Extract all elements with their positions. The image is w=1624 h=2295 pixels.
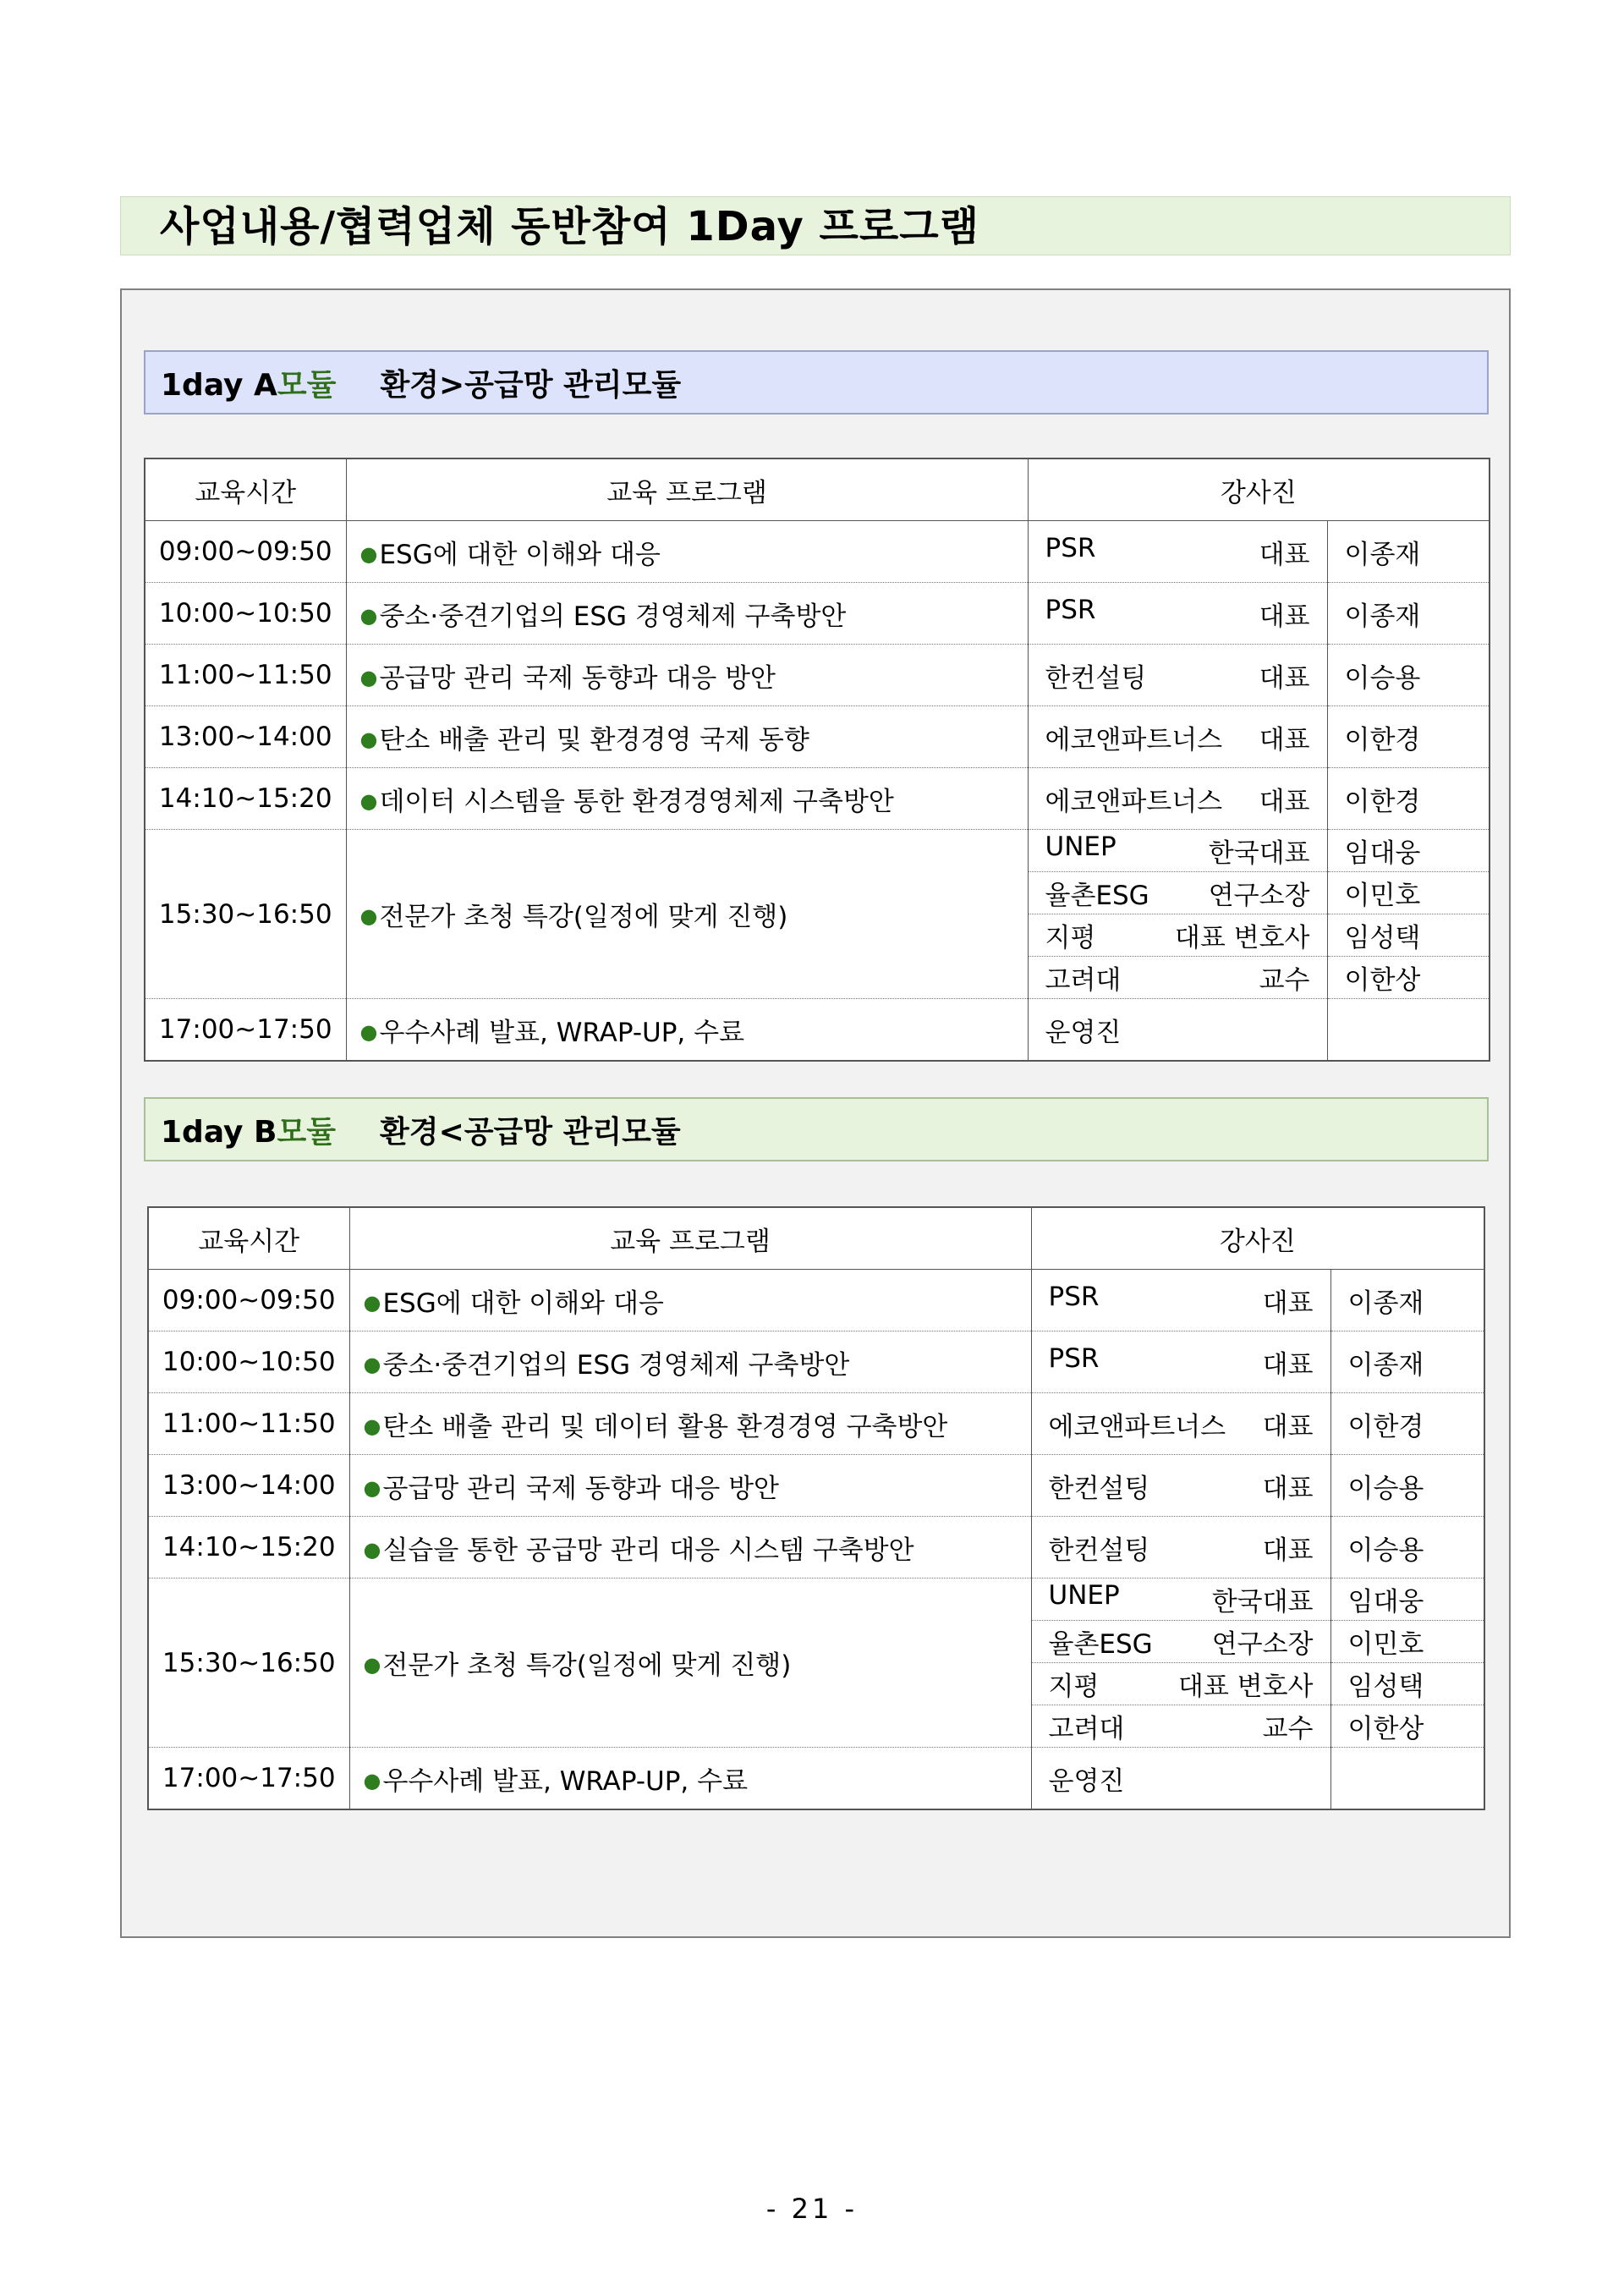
org-role: 대표 변호사 xyxy=(1177,1672,1314,1702)
program-text: 중소·중견기업의 ESG 경영체제 구축방안 xyxy=(379,601,847,632)
table-row xyxy=(148,1393,1484,1455)
org-line xyxy=(1045,595,1327,633)
org-role: 대표 xyxy=(1262,1288,1314,1319)
org-line xyxy=(1049,1467,1330,1505)
org-line xyxy=(1045,533,1327,571)
header-time: 교육시간 xyxy=(148,1207,349,1270)
module-a-header xyxy=(144,350,1489,415)
instructor-name: 이민호 xyxy=(1330,1621,1484,1663)
table-row xyxy=(145,645,1490,706)
org-name: 에코앤파트너스 xyxy=(1045,786,1223,817)
bullet-icon: ● xyxy=(359,541,378,566)
time-cell: 14:10~15:20 xyxy=(148,1517,349,1578)
program-cell xyxy=(346,521,1028,583)
org-role: 연구소장 xyxy=(1208,881,1310,911)
module-b-table xyxy=(147,1206,1485,1810)
org-cell xyxy=(1031,1331,1330,1393)
instructor-name xyxy=(1330,1748,1484,1810)
org-role: 연구소장 xyxy=(1211,1629,1314,1660)
org-name: 한컨설팅 xyxy=(1045,662,1147,694)
org-line xyxy=(1049,1343,1330,1381)
org-line xyxy=(1045,718,1327,756)
program-text: 전문가 초청 특강(일정에 맞게 진행) xyxy=(379,902,788,932)
program-text: 실습을 통한 공급망 관리 대응 시스템 구축방안 xyxy=(382,1535,914,1566)
program-text: 탄소 배출 관리 및 데이터 활용 환경경영 구축방안 xyxy=(382,1411,948,1442)
org-cell xyxy=(1028,645,1327,706)
table-header-row xyxy=(145,458,1490,521)
org-name: 지평 xyxy=(1048,1672,1100,1702)
bullet-icon: ● xyxy=(363,1290,381,1315)
program-cell xyxy=(346,999,1028,1062)
time-cell: 14:10~15:20 xyxy=(145,768,346,830)
header-time: 교육시간 xyxy=(145,458,346,521)
org-name: UNEP xyxy=(1045,832,1116,862)
module-b-code-suffix: 모듈 xyxy=(277,1114,337,1150)
table-row xyxy=(145,521,1490,583)
header-instructor: 강사진 xyxy=(1031,1207,1484,1270)
bullet-icon: ● xyxy=(363,1414,381,1438)
org-name: 고려대 xyxy=(1045,965,1122,996)
org-cell xyxy=(1031,1705,1330,1748)
program-cell xyxy=(349,1517,1031,1578)
org-line xyxy=(1045,874,1327,912)
org-line xyxy=(1049,1405,1330,1443)
bullet-icon: ● xyxy=(363,1352,381,1376)
instructor-name: 임성택 xyxy=(1327,914,1490,957)
instructor-name: 임대웅 xyxy=(1330,1578,1484,1621)
time-cell: 09:00~09:50 xyxy=(148,1270,349,1331)
org-role: 대표 xyxy=(1262,1411,1314,1442)
org-cell: 운영진 xyxy=(1031,1748,1330,1810)
program-cell xyxy=(349,1748,1031,1810)
instructor-name: 이종재 xyxy=(1330,1270,1484,1331)
time-cell: 10:00~10:50 xyxy=(145,583,346,645)
org-name: 고려대 xyxy=(1048,1714,1125,1744)
table-row xyxy=(148,1578,1484,1621)
org-name: PSR xyxy=(1045,594,1096,625)
program-cell xyxy=(349,1393,1031,1455)
program-text: ESG에 대한 이해와 대응 xyxy=(382,1288,664,1319)
time-cell: 09:00~09:50 xyxy=(145,521,346,583)
bullet-icon: ● xyxy=(363,1653,381,1677)
org-name: PSR xyxy=(1045,532,1096,563)
org-name: 한컨설팅 xyxy=(1048,1535,1150,1566)
table-row xyxy=(148,1517,1484,1578)
org-cell xyxy=(1031,1455,1330,1517)
program-panel xyxy=(120,288,1511,1938)
org-line xyxy=(1049,1580,1330,1618)
instructor-name: 이승용 xyxy=(1327,645,1490,706)
org-cell xyxy=(1031,1578,1330,1621)
module-a-title: 환경>공급망 관리모듈 xyxy=(380,367,682,403)
program-text: 전문가 초청 특강(일정에 맞게 진행) xyxy=(382,1650,792,1681)
org-cell xyxy=(1031,1517,1330,1578)
program-cell xyxy=(349,1578,1031,1748)
org-name: 율촌ESG xyxy=(1045,881,1149,911)
program-text: 중소·중견기업의 ESG 경영체제 구축방안 xyxy=(382,1349,850,1381)
org-cell xyxy=(1028,706,1327,768)
table-row xyxy=(148,1455,1484,1517)
program-text: ESG에 대한 이해와 대응 xyxy=(379,539,661,570)
program-cell xyxy=(349,1455,1031,1517)
table-row xyxy=(145,830,1490,872)
table-row xyxy=(145,768,1490,830)
module-b-code xyxy=(161,1108,336,1151)
module-a-table xyxy=(144,458,1490,1062)
module-b-header xyxy=(144,1097,1489,1161)
program-text: 우수사례 발표, WRAP-UP, 수료 xyxy=(379,1017,745,1048)
org-cell xyxy=(1031,1663,1330,1705)
header-program: 교육 프로그램 xyxy=(349,1207,1031,1270)
module-a-code-suffix: 모듈 xyxy=(277,367,337,403)
time-cell: 11:00~11:50 xyxy=(145,645,346,706)
module-b-code-prefix: 1day xyxy=(161,1114,255,1150)
program-cell xyxy=(346,645,1028,706)
org-name: 율촌ESG xyxy=(1048,1629,1153,1660)
org-role: 대표 xyxy=(1262,1535,1314,1566)
instructor-name: 이승용 xyxy=(1330,1517,1484,1578)
org-role: 대표 xyxy=(1259,786,1310,817)
org-role: 교수 xyxy=(1262,1714,1314,1744)
org-cell xyxy=(1028,872,1327,914)
instructor-name: 이한경 xyxy=(1327,768,1490,830)
bullet-icon: ● xyxy=(359,665,378,689)
program-text: 데이터 시스템을 통한 환경경영체제 구축방안 xyxy=(379,786,894,817)
org-role: 대표 xyxy=(1259,724,1310,755)
org-name: PSR xyxy=(1048,1281,1100,1312)
program-text: 우수사례 발표, WRAP-UP, 수료 xyxy=(382,1765,749,1797)
org-line xyxy=(1045,916,1327,954)
table-row xyxy=(148,1331,1484,1393)
header-program: 교육 프로그램 xyxy=(346,458,1028,521)
org-name: 한컨설팅 xyxy=(1048,1473,1150,1504)
table-row xyxy=(145,999,1490,1062)
instructor-name: 임대웅 xyxy=(1327,830,1490,872)
time-cell: 13:00~14:00 xyxy=(145,706,346,768)
bullet-icon: ● xyxy=(359,788,378,813)
bullet-icon: ● xyxy=(363,1475,381,1500)
time-cell: 11:00~11:50 xyxy=(148,1393,349,1455)
instructor-name: 이한경 xyxy=(1330,1393,1484,1455)
program-text: 탄소 배출 관리 및 환경경영 국제 동향 xyxy=(379,724,809,755)
time-cell: 13:00~14:00 xyxy=(148,1455,349,1517)
header-instructor: 강사진 xyxy=(1028,458,1490,521)
table-row xyxy=(145,706,1490,768)
org-role: 대표 xyxy=(1259,662,1310,694)
org-role: 한국대표 xyxy=(1211,1587,1314,1617)
time-cell: 15:30~16:50 xyxy=(148,1578,349,1748)
time-cell: 17:00~17:50 xyxy=(148,1748,349,1810)
org-cell xyxy=(1028,914,1327,957)
instructor-name: 이종재 xyxy=(1330,1331,1484,1393)
bullet-icon: ● xyxy=(359,603,378,628)
instructor-name: 이승용 xyxy=(1330,1455,1484,1517)
instructor-name: 이종재 xyxy=(1327,521,1490,583)
table-row xyxy=(145,583,1490,645)
module-a-code xyxy=(161,361,336,404)
org-line xyxy=(1049,1665,1330,1703)
time-cell: 15:30~16:50 xyxy=(145,830,346,999)
org-name: 지평 xyxy=(1045,923,1096,953)
program-cell xyxy=(346,768,1028,830)
org-name: 에코앤파트너스 xyxy=(1045,724,1223,755)
org-cell xyxy=(1031,1621,1330,1663)
bullet-icon: ● xyxy=(359,727,378,751)
program-cell xyxy=(346,830,1028,999)
org-line xyxy=(1049,1529,1330,1567)
org-line xyxy=(1049,1707,1330,1745)
program-text: 공급망 관리 국제 동향과 대응 방안 xyxy=(382,1473,779,1504)
bullet-icon: ● xyxy=(363,1537,381,1562)
org-role: 대표 xyxy=(1259,601,1310,632)
module-a-code-letter: A xyxy=(254,367,277,403)
org-role: 대표 xyxy=(1259,539,1310,570)
module-b-title: 환경<공급망 관리모듈 xyxy=(380,1114,681,1150)
org-cell xyxy=(1031,1270,1330,1331)
module-a-code-prefix: 1day xyxy=(161,367,255,403)
table-header-row xyxy=(148,1207,1484,1270)
instructor-name xyxy=(1327,999,1490,1062)
org-role: 대표 xyxy=(1262,1349,1314,1381)
title-bar xyxy=(120,196,1511,255)
org-name: 에코앤파트너스 xyxy=(1048,1411,1226,1442)
org-line xyxy=(1049,1622,1330,1661)
org-cell xyxy=(1028,830,1327,872)
org-role: 대표 xyxy=(1262,1473,1314,1504)
instructor-name: 이한경 xyxy=(1327,706,1490,768)
program-cell xyxy=(346,583,1028,645)
org-cell xyxy=(1028,521,1327,583)
program-cell xyxy=(346,706,1028,768)
program-cell xyxy=(349,1331,1031,1393)
org-cell xyxy=(1031,1393,1330,1455)
org-line xyxy=(1045,832,1327,870)
instructor-name: 이종재 xyxy=(1327,583,1490,645)
org-cell xyxy=(1028,957,1327,999)
org-name: PSR xyxy=(1048,1342,1100,1374)
time-cell: 10:00~10:50 xyxy=(148,1331,349,1393)
time-cell: 17:00~17:50 xyxy=(145,999,346,1062)
org-name: UNEP xyxy=(1048,1580,1120,1611)
org-cell: 운영진 xyxy=(1028,999,1327,1062)
instructor-name: 이민호 xyxy=(1327,872,1490,914)
program-cell xyxy=(349,1270,1031,1331)
org-line xyxy=(1045,656,1327,695)
org-role: 교수 xyxy=(1259,965,1310,996)
bullet-icon: ● xyxy=(359,1019,378,1044)
org-line xyxy=(1049,1282,1330,1320)
program-text: 공급망 관리 국제 동향과 대응 방안 xyxy=(379,662,776,694)
page-title: 사업내용/협력업체 동반참여 1Day 프로그램 xyxy=(160,203,979,250)
table-row xyxy=(148,1270,1484,1331)
instructor-name: 이한상 xyxy=(1330,1705,1484,1748)
org-line xyxy=(1045,780,1327,818)
bullet-icon: ● xyxy=(363,1768,381,1793)
table-row xyxy=(148,1748,1484,1810)
org-cell xyxy=(1028,583,1327,645)
org-line xyxy=(1045,958,1327,997)
bullet-icon: ● xyxy=(359,904,378,928)
org-cell xyxy=(1028,768,1327,830)
page-number: - 21 - xyxy=(765,2193,859,2225)
org-role: 한국대표 xyxy=(1208,838,1310,869)
instructor-name: 임성택 xyxy=(1330,1663,1484,1705)
module-b-code-letter: B xyxy=(254,1114,277,1150)
org-role: 대표 변호사 xyxy=(1174,923,1310,953)
instructor-name: 이한상 xyxy=(1327,957,1490,999)
